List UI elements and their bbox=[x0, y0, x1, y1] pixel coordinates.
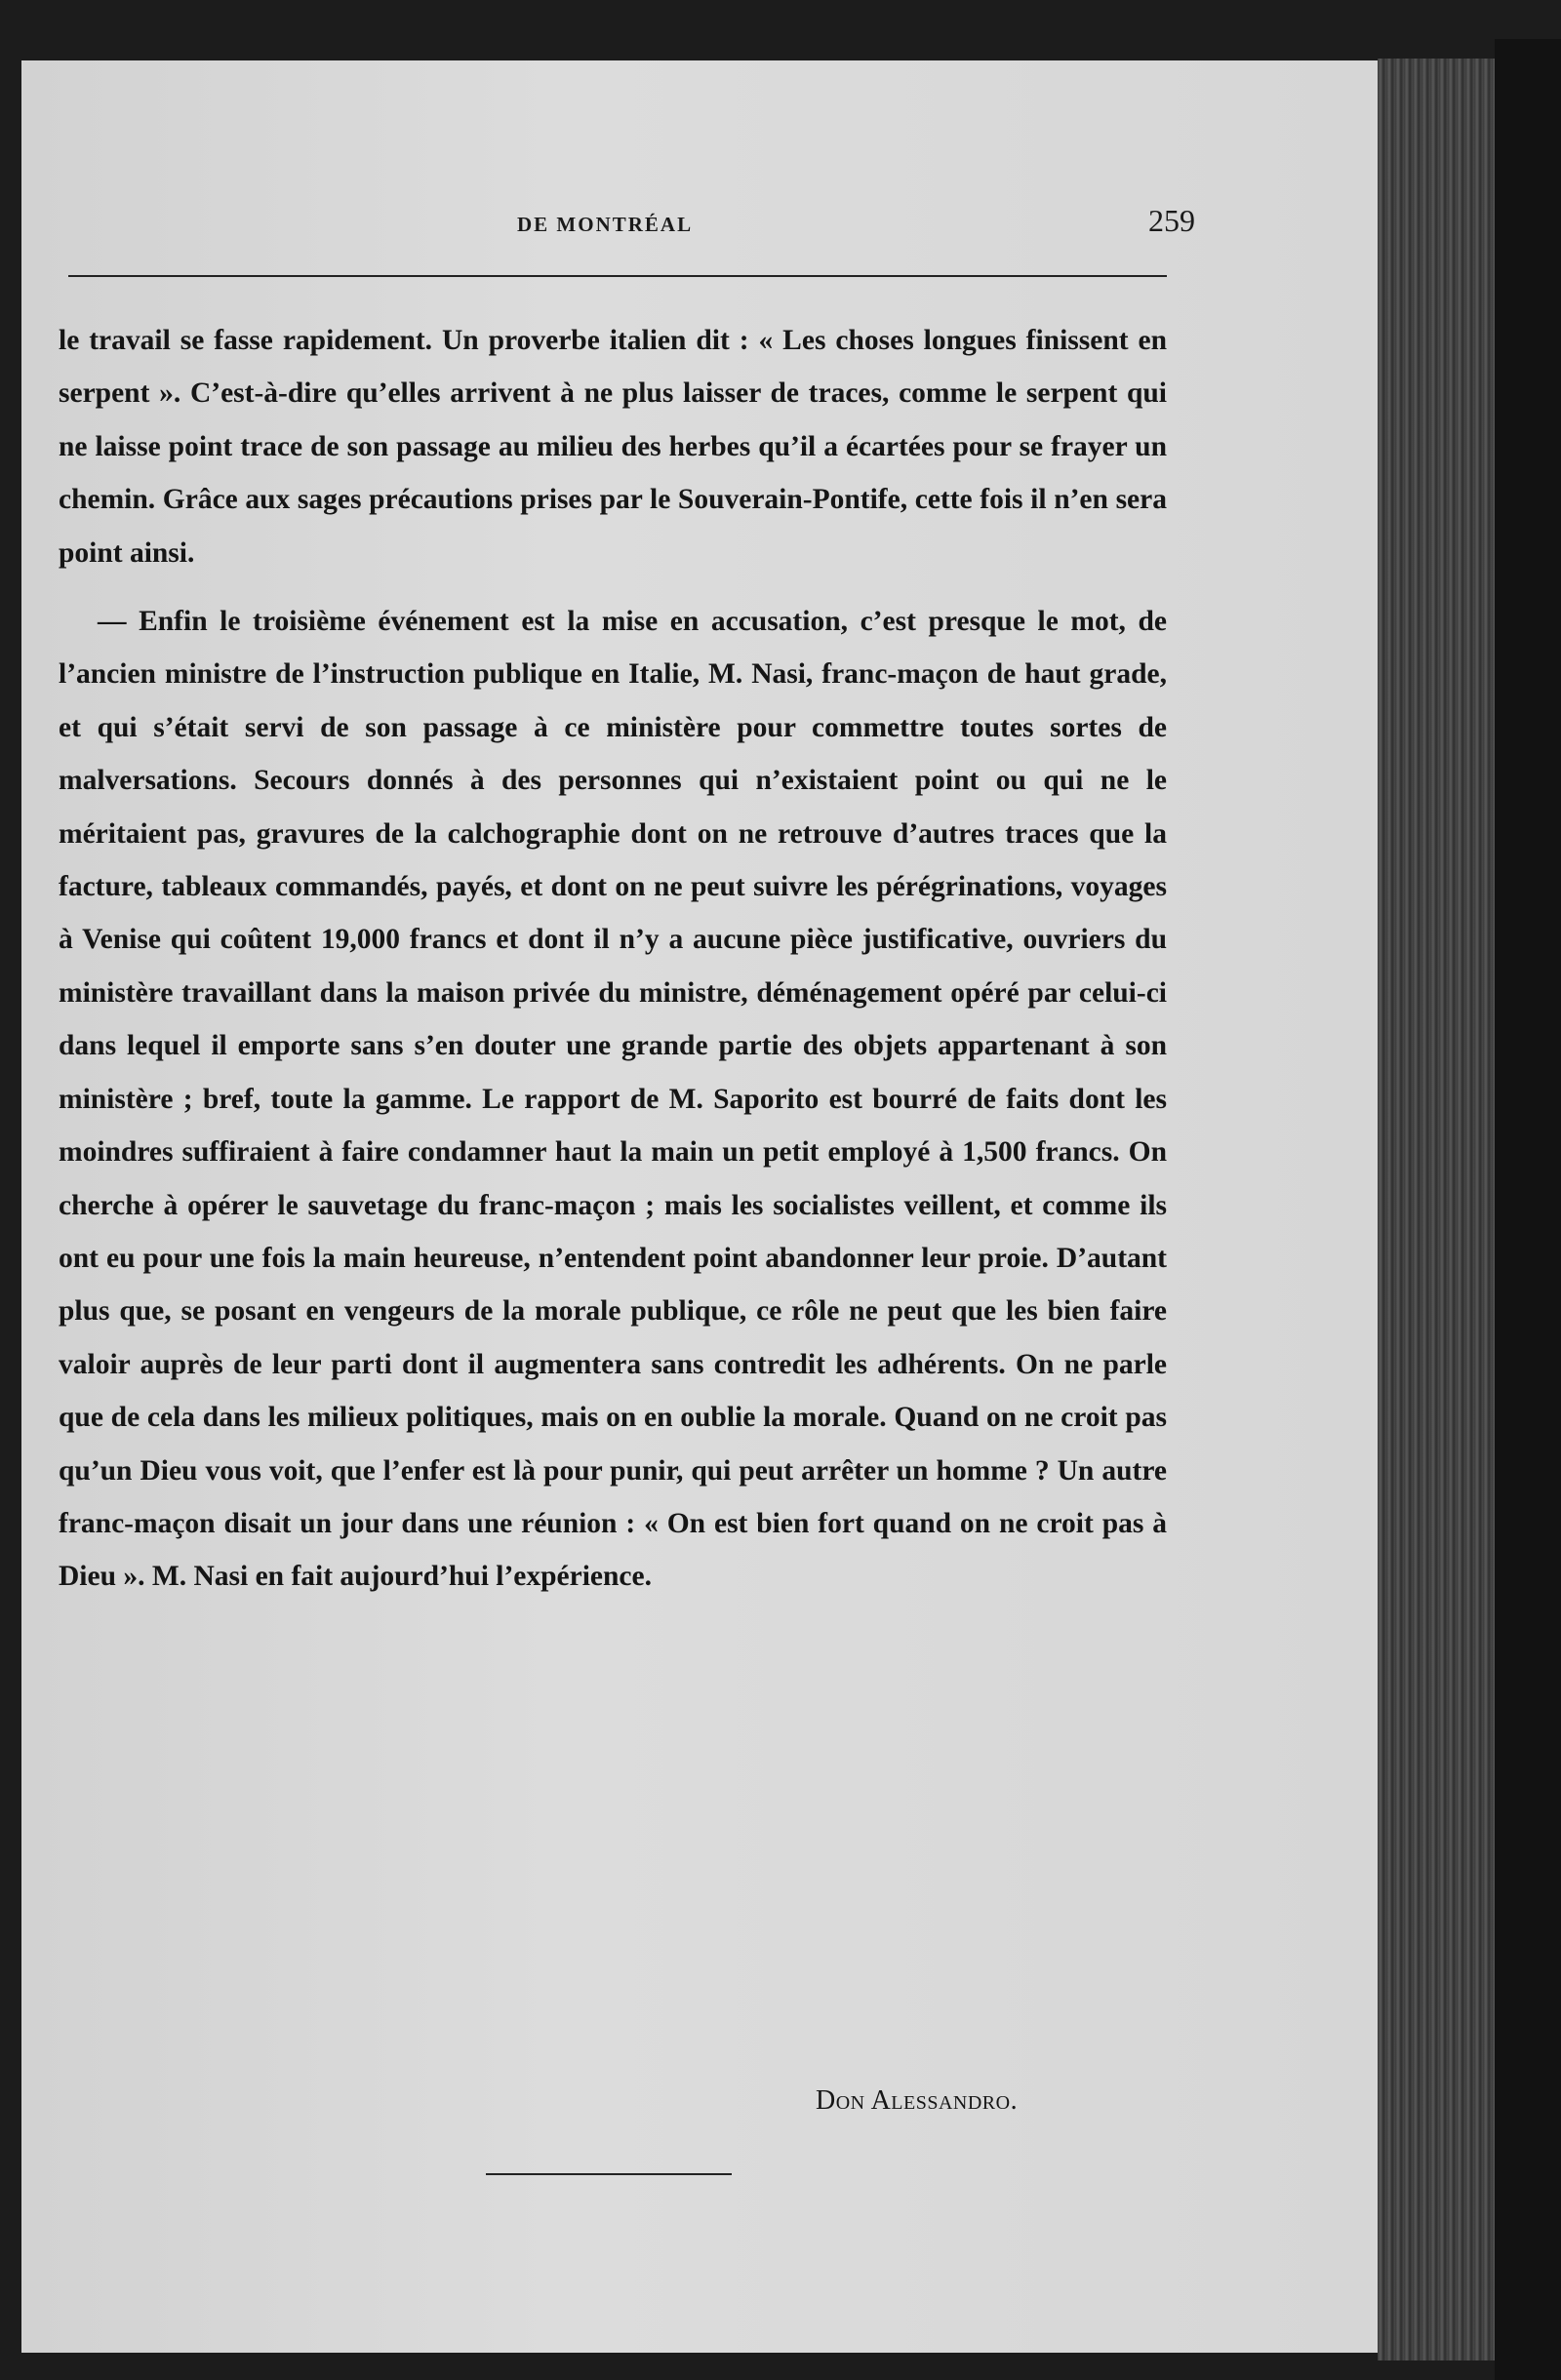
paragraph: — Enfin le troisième événement est la mise en accusation, c’est presque le mot, de l’ancien ministre de l’instruction publique en Italie, M. Nasi, franc-maçon de haut grade, et qui s’était servi de son passage à ce ministère pour commettre toutes sortes de malversations. Secours donnés à des personnes qui n’existaient point ou qui ne le méritaient pas, gravures de la calchographie dont on ne retrouve d’autres traces que la facture, tableaux commandés, payés, et dont on ne peut suivre les pérégrinations, voyages à Venise qui coûtent 19,000 francs et dont il n’y a aucune pièce justificative, ouvriers du ministère travaillant dans la maison privée du ministre, déménagement opéré par celui-ci dans lequel il emporte sans s’en douter une grande partie des objets appartenant à son ministère ; bref, toute la gamme. Le rapport de M. Saporito est bourré de faits dont les moindres suffiraient à faire condamner haut la main un petit employé à 1,500 francs. On cherche à opérer le sauvetage du franc-maçon ; mais les socialistes veillent, et comme ils ont eu pour une fois la main heureuse, n’entendent point abandonner leur proie. D’autant plus que, se posant en vengeurs de la morale publique, ce rôle ne peut que les bien faire valoir auprès de leur parti dont il augmentera sans contredit les adhérents. On ne parle que de cela dans les milieux politiques, mais on en oublie la morale. Quand on ne croit pas qu’un Dieu vous voit, que l’enfer est là pour punir, qui peut arrêter un homme ? Un autre franc-maçon disait un jour dans une réunion : « On est bien fort quand on ne croit pas à Dieu ». M. Nasi en fait aujourd’hui l’expérience. bbox=[59, 606, 1167, 1593]
page-number: 259 bbox=[1148, 203, 1195, 238]
page-header bbox=[63, 144, 1195, 238]
header-rule bbox=[68, 275, 1167, 277]
author-signature: Don Alessandro. bbox=[816, 2085, 1019, 2116]
paragraph: le travail se fasse rapidement. Un proverbe italien dit : « Les choses longues finissent en serpent ». C’est-à-dire qu’elles arrivent à ne plus laisser de traces, comme le serpent qui ne laisse point trace de son passage au milieu des herbes qu’il a écartées pour se frayer un chemin. Grâce aux sages précautions prises par le Souverain-Pontife, cette fois il n’en sera point ainsi. bbox=[59, 325, 1167, 569]
article-body bbox=[59, 314, 1167, 1604]
page-block-edge bbox=[1378, 59, 1495, 2360]
book-cover-edge bbox=[1495, 39, 1561, 2380]
end-rule bbox=[486, 2173, 732, 2175]
running-title: DE MONTRÉAL bbox=[517, 213, 694, 236]
